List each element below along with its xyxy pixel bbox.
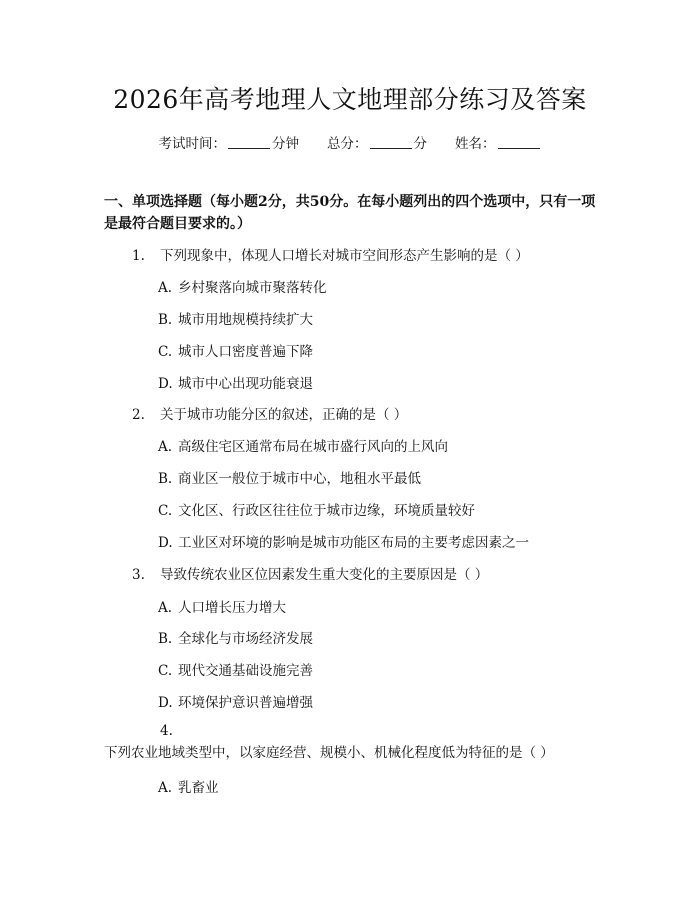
page-title: 2026年高考地理人文地理部分练习及答案 <box>113 85 587 114</box>
question-3 <box>132 563 488 583</box>
question-4 <box>104 720 604 764</box>
section-heading: 一、单项选择题（每小题2分，共50分。在每小题列出的四个选项中，只有一项是最符合题目要求的。） <box>104 194 596 232</box>
option-text: 环境保护意识普遍增强 <box>178 695 313 711</box>
question-3-option-b <box>158 627 313 647</box>
question-3-option-d <box>158 691 313 711</box>
time-unit: 分钟 <box>272 136 299 152</box>
question-2-option-c <box>158 499 475 519</box>
question-text: 导致传统农业区位因素发生重大变化的主要原因是（ ） <box>160 567 489 583</box>
option-text: 高级住宅区通常布局在城市盛行风向的上风向 <box>178 439 448 455</box>
question-3-option-c <box>158 659 313 679</box>
question-number: 4. <box>160 723 173 739</box>
question-3-option-a <box>158 596 286 616</box>
option-letter: B. <box>158 471 173 487</box>
question-text: 下列农业地域类型中，以家庭经营、规模小、机械化程度低为特征的是（ ） <box>104 745 554 761</box>
option-text: 城市中心出现功能衰退 <box>178 376 313 392</box>
time-field <box>159 132 300 152</box>
option-letter: C. <box>158 663 173 679</box>
exam-meta <box>0 132 700 152</box>
score-blank <box>370 136 412 149</box>
question-1-option-d <box>158 372 313 392</box>
question-4-option-a <box>158 776 219 796</box>
question-1-option-b <box>158 308 313 328</box>
question-number: 3. <box>132 567 145 583</box>
option-text: 人口增长压力增大 <box>178 600 286 616</box>
time-label: 考试时间： <box>158 136 226 152</box>
option-text: 乳畜业 <box>178 780 219 796</box>
option-letter: A. <box>158 600 173 616</box>
option-letter: A. <box>158 780 173 796</box>
question-1 <box>132 244 529 264</box>
question-text: 下列现象中，体现人口增长对城市空间形态产生影响的是（ ） <box>160 248 529 264</box>
option-letter: B. <box>158 631 173 647</box>
option-text: 商业区一般位于城市中心，地租水平最低 <box>178 471 421 487</box>
option-text: 文化区、行政区往往位于城市边缘，环境质量较好 <box>178 503 475 519</box>
option-letter: D. <box>158 535 173 551</box>
option-letter: C. <box>158 344 173 360</box>
name-blank <box>498 136 540 149</box>
option-text: 城市人口密度普遍下降 <box>178 344 313 360</box>
option-letter: A. <box>158 280 173 296</box>
option-text: 现代交通基础设施完善 <box>178 663 313 679</box>
option-text: 城市用地规模持续扩大 <box>178 312 313 328</box>
option-text: 工业区对环境的影响是城市功能区布局的主要考虑因素之一 <box>178 535 529 551</box>
question-1-option-a <box>158 276 327 296</box>
name-field <box>455 132 542 152</box>
score-unit: 分 <box>413 136 427 152</box>
question-2 <box>132 403 407 423</box>
question-text: 关于城市功能分区的叙述，正确的是（ ） <box>160 407 408 423</box>
time-blank <box>228 136 270 149</box>
question-2-option-d <box>158 531 529 551</box>
score-label: 总分： <box>327 136 368 152</box>
score-field <box>327 132 427 152</box>
option-text: 乡村聚落向城市聚落转化 <box>178 280 327 296</box>
question-number: 1. <box>132 248 145 264</box>
option-letter: D. <box>158 376 173 392</box>
name-label: 姓名： <box>455 136 496 152</box>
option-letter: A. <box>158 439 173 455</box>
question-2-option-a <box>158 435 448 455</box>
option-text: 全球化与市场经济发展 <box>178 631 313 647</box>
question-number: 2. <box>132 407 145 423</box>
option-letter: C. <box>158 503 173 519</box>
question-1-option-c <box>158 340 313 360</box>
question-2-option-b <box>158 467 421 487</box>
option-letter: B. <box>158 312 173 328</box>
option-letter: D. <box>158 695 173 711</box>
